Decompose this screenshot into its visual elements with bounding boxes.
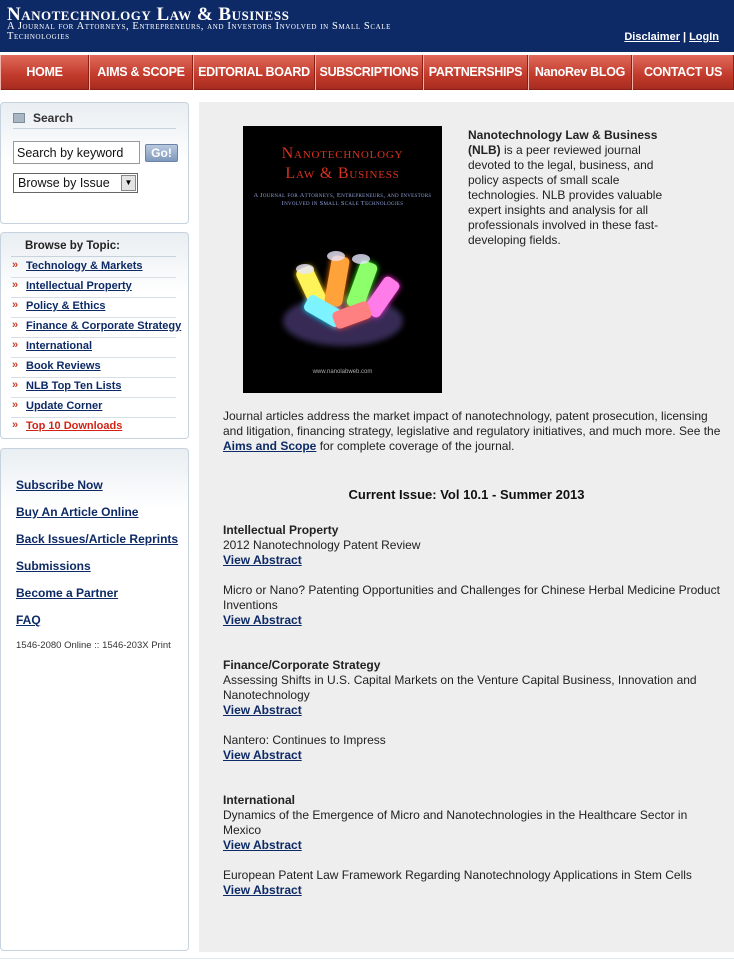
article-title: Assessing Shifts in U.S. Capital Markets on the Venture Capital Business, Innovation and Nanotechnology xyxy=(223,673,697,702)
double-chevron-icon: » xyxy=(12,419,19,431)
nav-editorial-board[interactable]: EDITORIAL BOARD xyxy=(193,55,315,90)
topic-label[interactable]: NLB Top Ten Lists xyxy=(26,380,122,392)
nav-contact-us[interactable]: CONTACT US xyxy=(632,55,734,90)
topic-technology-markets[interactable] xyxy=(11,258,176,278)
topic-label[interactable]: Policy & Ethics xyxy=(26,300,106,312)
main-nav xyxy=(0,52,734,92)
view-abstract-link[interactable]: View Abstract xyxy=(223,748,302,762)
site-subtitle: A Journal for Attorneys, Entrepreneurs, and Investors Involved in Small Scale Technologies xyxy=(7,21,392,42)
topic-intellectual-property[interactable] xyxy=(11,278,176,298)
article-title: 2012 Nanotechnology Patent Review xyxy=(223,538,421,552)
search-box-icon xyxy=(13,113,25,123)
journal-description xyxy=(223,409,723,454)
nav-subscriptions[interactable]: SUBSCRIPTIONS xyxy=(315,55,423,90)
article-title: Dynamics of the Emergence of Micro and Nanotechnologies in the Healthcare Sector in Mexico xyxy=(223,808,688,837)
search-heading-label: Search xyxy=(33,111,74,125)
view-abstract-link[interactable]: View Abstract xyxy=(223,838,302,852)
journal-cover-image xyxy=(243,126,442,393)
article-title: Nantero: Continues to Impress xyxy=(223,733,386,747)
journal-intro-text: is a peer reviewed journal devoted to the legal, business, and policy aspects of small scale technologies. NLB provides valuable expert insights and analysis for all professionals involved in these fast-developing fields. xyxy=(468,143,663,247)
topic-update-corner[interactable] xyxy=(11,398,176,418)
search-heading xyxy=(13,111,176,129)
view-abstract-link[interactable]: View Abstract xyxy=(223,883,302,897)
section-category: International xyxy=(223,793,296,807)
issue-section-international xyxy=(223,793,723,853)
cover-subtitle: A Journal for Attorneys, Entrepreneurs, and Investors Involved in Small Scale Technologies xyxy=(253,192,432,207)
topic-label[interactable]: Book Reviews xyxy=(26,360,101,372)
buy-article-link[interactable]: Buy An Article Online xyxy=(16,505,139,519)
double-chevron-icon: » xyxy=(12,379,19,391)
footer-divider xyxy=(0,958,734,959)
browse-by-issue-label: Browse by Issue xyxy=(18,176,110,190)
topic-finance-corporate-strategy[interactable] xyxy=(11,318,182,338)
description-after: for complete coverage of the journal. xyxy=(316,439,515,453)
double-chevron-icon: » xyxy=(12,319,19,331)
article-title: Micro or Nano? Patenting Opportunities and Challenges for Chinese Herbal Medicine Product Inventions xyxy=(223,583,720,612)
header-link-separator: | xyxy=(682,31,687,43)
back-issues-link[interactable]: Back Issues/Article Reprints xyxy=(16,532,179,546)
glowing-vials-illustration xyxy=(243,126,442,393)
topic-label[interactable]: Finance & Corporate Strategy xyxy=(26,320,182,332)
search-panel xyxy=(0,102,189,224)
site-title[interactable]: Nanotechnology Law & Business xyxy=(7,4,290,25)
double-chevron-icon: » xyxy=(12,339,19,351)
cover-url: www.nanolabweb.com xyxy=(312,369,373,375)
search-input[interactable] xyxy=(13,141,140,164)
subscribe-now-link[interactable]: Subscribe Now xyxy=(16,478,103,492)
issue-article xyxy=(223,583,723,628)
browse-topics-heading: Browse by Topic: xyxy=(25,240,120,252)
topics-divider xyxy=(11,256,176,257)
topic-top-10-downloads[interactable] xyxy=(11,418,176,438)
current-issue-title: Current Issue: Vol 10.1 - Summer 2013 xyxy=(348,487,585,502)
topic-international[interactable] xyxy=(11,338,176,358)
issue-section-finance xyxy=(223,658,723,718)
issue-article xyxy=(223,868,723,898)
view-abstract-link[interactable]: View Abstract xyxy=(223,613,302,627)
issue-article xyxy=(223,733,723,763)
browse-topics-panel xyxy=(0,232,189,439)
main-content xyxy=(199,102,734,952)
nav-nanorev-blog[interactable]: NanoRev BLOG xyxy=(528,55,632,90)
nav-aims-scope[interactable]: AIMS & SCOPE xyxy=(89,55,193,90)
sidebar-links-panel xyxy=(0,448,189,951)
description-before: Journal articles address the market impact of nanotechnology, patent prosecution, licensing and litigation, financing strategy, legislative and regulatory initiatives, and much more. See the xyxy=(223,409,721,438)
view-abstract-link[interactable]: View Abstract xyxy=(223,553,302,567)
section-category: Finance/Corporate Strategy xyxy=(223,658,381,672)
topic-nlb-top-ten-lists[interactable] xyxy=(11,378,176,398)
topic-label[interactable]: Top 10 Downloads xyxy=(26,420,123,432)
double-chevron-icon: » xyxy=(12,299,19,311)
submissions-link[interactable]: Submissions xyxy=(16,559,91,573)
cover-title-line2: Law & Business xyxy=(285,165,400,182)
topic-label[interactable]: Update Corner xyxy=(26,400,103,412)
journal-intro xyxy=(468,128,668,248)
nav-partnerships[interactable]: PARTNERSHIPS xyxy=(423,55,528,90)
header-links xyxy=(624,31,719,43)
section-category: Intellectual Property xyxy=(223,523,339,537)
topic-label[interactable]: International xyxy=(26,340,93,352)
aims-scope-link[interactable]: Aims and Scope xyxy=(223,439,317,453)
journal-name: Nanotechnology Law & Business (NLB) xyxy=(468,128,658,157)
cover-title-line1: Nanotechnology xyxy=(281,145,404,162)
topic-label[interactable]: Technology & Markets xyxy=(26,260,143,272)
topic-book-reviews[interactable] xyxy=(11,358,176,378)
search-go-button[interactable]: Go! xyxy=(145,144,178,162)
topic-label[interactable]: Intellectual Property xyxy=(26,280,132,292)
double-chevron-icon: » xyxy=(12,399,19,411)
double-chevron-icon: » xyxy=(12,259,19,271)
nav-home[interactable]: HOME xyxy=(0,55,89,90)
browse-by-issue-select[interactable] xyxy=(13,173,138,193)
login-link[interactable]: LogIn xyxy=(689,31,719,43)
site-header xyxy=(0,0,734,52)
view-abstract-link[interactable]: View Abstract xyxy=(223,703,302,717)
issn-text: 1546-2080 Online :: 1546-203X Print xyxy=(16,640,171,651)
article-title: European Patent Law Framework Regarding Nanotechnology Applications in Stem Cells xyxy=(223,868,692,882)
chevron-down-icon[interactable]: ▼ xyxy=(121,175,136,191)
disclaimer-link[interactable]: Disclaimer xyxy=(624,31,680,43)
issue-section-ip xyxy=(223,523,723,568)
double-chevron-icon: » xyxy=(12,359,19,371)
topic-policy-ethics[interactable] xyxy=(11,298,176,318)
double-chevron-icon: » xyxy=(12,279,19,291)
faq-link[interactable]: FAQ xyxy=(16,613,41,627)
become-partner-link[interactable]: Become a Partner xyxy=(16,586,119,600)
